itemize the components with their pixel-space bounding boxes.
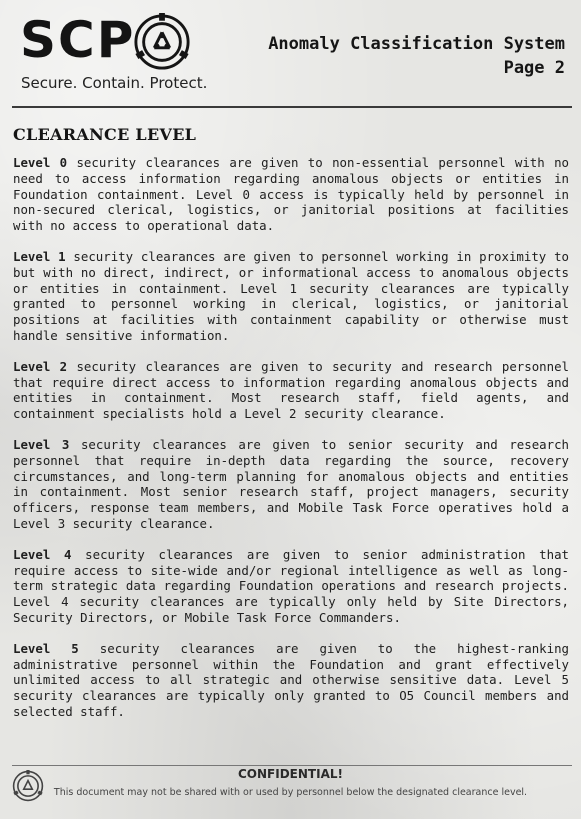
document-title: Anomaly Classification System bbox=[268, 34, 565, 54]
level-3-paragraph bbox=[13, 437, 569, 532]
level-description: security clearances are given to personnel working in proximity to but with no direct, indirect, or informational access to anomalous objects or entities in containment. Level 1 security clearances are typically granted to personnel working in clerical, logistics, or janitorial positions at facilities with containment capability or otherwise must handle sensitive information. bbox=[13, 248, 570, 343]
level-description: security clearances are given to senior security and research personnel that require in-depth data regarding the source, recovery circumstances, and long-term planning for anomalous objects and entities in containment. Most senior research staff, project managers, security officers, response team members, and Mobile Task Force operatives hold a Level 3 security clearance. bbox=[13, 436, 570, 531]
footer-confidential-label: CONFIDENTIAL! bbox=[238, 767, 343, 781]
level-4-paragraph bbox=[13, 547, 569, 626]
logo-tagline: Secure. Contain. Protect. bbox=[21, 74, 208, 92]
level-1-paragraph bbox=[13, 249, 569, 344]
level-5-paragraph bbox=[13, 641, 569, 720]
page-number: Page 2 bbox=[503, 58, 565, 78]
level-description: security clearances are given to non-essential personnel with no need to access information regarding anomalous objects or entities in Foundation containment. Level 0 access is typically held by personnel in non-secured clerical, logistics, or janitorial positions at facilities with no access to operational data. bbox=[13, 155, 569, 234]
header-divider bbox=[12, 106, 572, 108]
document-header bbox=[0, 0, 581, 108]
footer-divider bbox=[12, 765, 572, 766]
level-description: security clearances are given to senior administration that require access to site-wide and/or regional intelligence as well as long-term strategic data regarding Foundation operations and research projects. Level 4 security clearances are typically only held by Site Directors, Security Directors, or Mobile Task Force Commanders. bbox=[13, 546, 570, 625]
level-description: security clearances are given to the highest-ranking administrative personnel within the Foundation and grant effectively unlimited access to all strategic and otherwise sensitive data. Level 5 security clearances are typically only granted to O5 Council members and selected staff. bbox=[13, 640, 570, 719]
level-label: Level 5 bbox=[13, 640, 79, 656]
scp-logo-text: SCP bbox=[20, 11, 136, 69]
level-label: Level 2 bbox=[13, 358, 68, 374]
level-label: Level 3 bbox=[13, 436, 70, 452]
section-heading: CLEARANCE LEVEL bbox=[13, 125, 197, 144]
level-label: Level 4 bbox=[13, 546, 72, 562]
level-label: Level 0 bbox=[13, 155, 68, 170]
level-description: security clearances are given to security and research personnel that require direct access to information regarding anomalous objects and entities in containment. Most research staff, field agents, and containment specialists hold a Level 2 security clearance. bbox=[13, 358, 569, 422]
clearance-levels-list bbox=[13, 155, 569, 735]
footer-disclaimer: This document may not be shared with or used by personnel below the designated clearance level. bbox=[53, 787, 528, 798]
scp-emblem-icon bbox=[133, 13, 191, 71]
level-2-paragraph bbox=[13, 359, 569, 422]
level-0-paragraph bbox=[13, 155, 569, 234]
level-label: Level 1 bbox=[13, 248, 66, 264]
